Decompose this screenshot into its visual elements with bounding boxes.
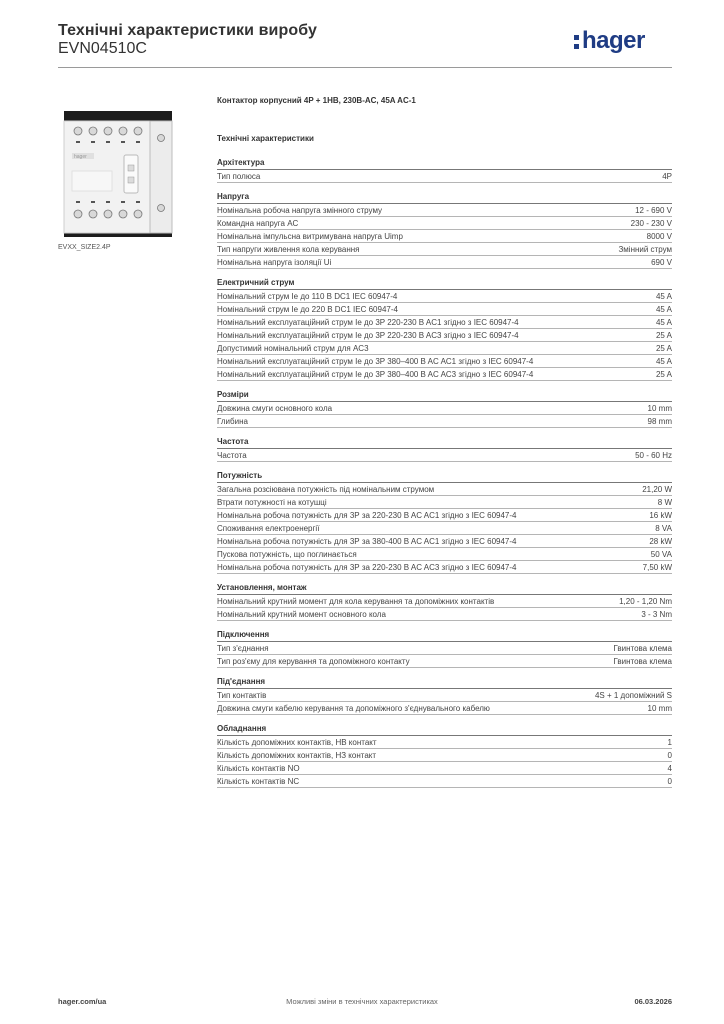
spec-row <box>217 642 672 655</box>
spec-row <box>217 256 672 269</box>
spec-row <box>217 749 672 762</box>
logo-dot-icon <box>574 44 579 49</box>
spec-value: 4P <box>662 172 672 181</box>
spec-label: Номінальний експлуатаційний струм Ie до 3P 380–400 B AC AC1 згідно з IEC 60947-4 <box>217 357 534 366</box>
spec-label: Частота <box>217 451 247 460</box>
spec-label: Тип з'єднання <box>217 644 269 653</box>
spec-label: Номінальна напруга ізоляції Ui <box>217 258 332 267</box>
spec-label: Номінальний струм Ie до 220 В DC1 IEC 60947-4 <box>217 305 398 314</box>
logo-text: hager <box>582 27 645 54</box>
spec-value: 12 - 690 V <box>635 206 672 215</box>
spec-section <box>217 630 672 668</box>
spec-row <box>217 561 672 574</box>
spec-sections <box>217 158 672 788</box>
spec-label: Номінальний експлуатаційний струм Ie до 3P 380–400 B AC AC3 згідно з IEC 60947-4 <box>217 370 534 379</box>
spec-value: 690 V <box>651 258 672 267</box>
spec-label: Загальна розсіювана потужність під номінальним струмом <box>217 485 435 494</box>
spec-label: Тип напруги живлення кола керування <box>217 245 360 254</box>
footer-website: hager.com/ua <box>58 997 107 1006</box>
spec-row <box>217 290 672 303</box>
spec-section <box>217 437 672 462</box>
spec-row <box>217 217 672 230</box>
spec-row <box>217 775 672 788</box>
header-divider <box>58 67 672 68</box>
spec-value: 45 A <box>655 318 672 327</box>
spec-row <box>217 483 672 496</box>
spec-row <box>217 702 672 715</box>
svg-text:hager: hager <box>74 154 87 160</box>
section-title: Потужність <box>217 471 672 483</box>
spec-row <box>217 329 672 342</box>
spec-row <box>217 243 672 256</box>
spec-section <box>217 724 672 788</box>
spec-label: Тип полюса <box>217 172 261 181</box>
spec-section <box>217 471 672 574</box>
section-title: Електричний струм <box>217 278 672 290</box>
section-title: Обладнання <box>217 724 672 736</box>
spec-section <box>217 583 672 621</box>
spec-value: 21,20 W <box>642 485 672 494</box>
spec-label: Номінальний експлуатаційний струм Ie до 3P 220-230 B AC1 згідно з IEC 60947-4 <box>217 318 519 327</box>
spec-value: 8 W <box>657 498 672 507</box>
spec-label: Споживання електроенергії <box>217 524 320 533</box>
spec-row <box>217 535 672 548</box>
section-title: Установлення, монтаж <box>217 583 672 595</box>
spec-label: Номінальна робоча потужність для 3Р за 220-230 B AC AC1 згідно з IEC 60947-4 <box>217 511 517 520</box>
section-title: Під'єднання <box>217 677 672 689</box>
spec-row <box>217 368 672 381</box>
spec-value: 25 A <box>655 331 672 340</box>
spec-value: 10 mm <box>647 704 672 713</box>
spec-section <box>217 390 672 428</box>
tech-heading: Технічні характеристики <box>217 134 314 143</box>
section-title: Розміри <box>217 390 672 402</box>
spec-value: Змінний струм <box>618 245 672 254</box>
section-title: Частота <box>217 437 672 449</box>
document-title: Технічні характеристики виробу <box>58 22 317 39</box>
spec-value: 25 A <box>655 344 672 353</box>
spec-row <box>217 204 672 217</box>
spec-label: Номінальна робоча потужність для 3Р за 220-230 B AC AC3 згідно з IEC 60947-4 <box>217 563 517 572</box>
spec-label: Номінальний струм Ie до 110 В DC1 IEC 60947-4 <box>217 292 398 301</box>
spec-row <box>217 355 672 368</box>
spec-label: Кількість контактів NO <box>217 764 300 773</box>
spec-section <box>217 278 672 381</box>
spec-value: 10 mm <box>647 404 672 413</box>
product-name: Контактор корпусний 4P + 1НВ, 230В-AC, 45A AC-1 <box>217 96 416 105</box>
spec-label: Номінальний крутний момент основного кола <box>217 610 386 619</box>
spec-row <box>217 415 672 428</box>
spec-row <box>217 316 672 329</box>
spec-label: Довжина смуги кабелю керування та допоміжного з'єднувального кабелю <box>217 704 490 713</box>
image-caption: EVXX_SIZE2.4P <box>58 244 111 251</box>
spec-value: 45 A <box>655 305 672 314</box>
spec-section <box>217 677 672 715</box>
spec-row <box>217 689 672 702</box>
logo-dot-icon <box>574 35 579 40</box>
spec-row <box>217 509 672 522</box>
spec-value: Гвинтова клема <box>613 644 672 653</box>
spec-value: 25 A <box>655 370 672 379</box>
spec-value: 3 - 3 Nm <box>641 610 672 619</box>
spec-content <box>217 96 672 797</box>
spec-row <box>217 522 672 535</box>
spec-label: Номінальна робоча потужність для 3Р за 380-400 B AC AC1 згідно з IEC 60947-4 <box>217 537 517 546</box>
spec-value: 98 mm <box>647 417 672 426</box>
spec-value: 45 A <box>655 357 672 366</box>
spec-row <box>217 608 672 621</box>
spec-row <box>217 170 672 183</box>
spec-row <box>217 762 672 775</box>
spec-label: Кількість допоміжних контактів, НВ контакт <box>217 738 377 747</box>
spec-label: Тип контактів <box>217 691 267 700</box>
spec-value: 1,20 - 1,20 Nm <box>619 597 672 606</box>
spec-value: 7,50 kW <box>642 563 672 572</box>
section-title: Підключення <box>217 630 672 642</box>
product-code: EVN04510C <box>58 40 147 57</box>
spec-value: 0 <box>667 777 672 786</box>
section-title: Архітектура <box>217 158 672 170</box>
spec-row <box>217 655 672 668</box>
footer-date: 06.03.2026 <box>634 997 672 1006</box>
spec-value: 230 - 230 V <box>630 219 672 228</box>
spec-value: 8000 V <box>646 232 672 241</box>
spec-row <box>217 449 672 462</box>
spec-value: 50 VA <box>650 550 672 559</box>
spec-row <box>217 595 672 608</box>
footer-note: Можливі зміни в технічних характеристиках <box>286 997 438 1006</box>
spec-label: Командна напруга AC <box>217 219 299 228</box>
spec-label: Кількість допоміжних контактів, НЗ контакт <box>217 751 377 760</box>
spec-label: Номінальний експлуатаційний струм Ie до 3P 220-230 B AC3 згідно з IEC 60947-4 <box>217 331 519 340</box>
spec-value: 4 <box>667 764 672 773</box>
product-image <box>58 93 174 237</box>
spec-label: Втрати потужності на котушці <box>217 498 327 507</box>
spec-label: Допустимий номінальний струм для AC3 <box>217 344 369 353</box>
spec-label: Глибина <box>217 417 248 426</box>
spec-section <box>217 192 672 269</box>
spec-row <box>217 496 672 509</box>
spec-value: Гвинтова клема <box>613 657 672 666</box>
section-title: Напруга <box>217 192 672 204</box>
spec-value: 16 kW <box>649 511 672 520</box>
spec-value: 8 VA <box>655 524 672 533</box>
spec-section <box>217 158 672 183</box>
spec-row <box>217 548 672 561</box>
spec-value: 45 A <box>655 292 672 301</box>
spec-row <box>217 303 672 316</box>
spec-label: Номінальний крутний момент для кола керування та допоміжних контактів <box>217 597 495 606</box>
spec-label: Кількість контактів NC <box>217 777 300 786</box>
spec-label: Номінальна робоча напруга змінного струму <box>217 206 383 215</box>
spec-value: 4S + 1 допоміжний S <box>594 691 672 700</box>
spec-row <box>217 402 672 415</box>
spec-value: 1 <box>667 738 672 747</box>
spec-row <box>217 230 672 243</box>
spec-label: Номінальна імпульсна витримувана напруга Uimp <box>217 232 403 241</box>
spec-label: Пускова потужність, що поглинається <box>217 550 357 559</box>
spec-label: Тип роз'єму для керування та допоміжного контакту <box>217 657 410 666</box>
spec-row <box>217 736 672 749</box>
contactor-illustration <box>58 93 174 237</box>
spec-row <box>217 342 672 355</box>
spec-label: Довжина смуги основного кола <box>217 404 333 413</box>
spec-value: 0 <box>667 751 672 760</box>
spec-value: 28 kW <box>649 537 672 546</box>
spec-value: 50 - 60 Hz <box>635 451 672 460</box>
